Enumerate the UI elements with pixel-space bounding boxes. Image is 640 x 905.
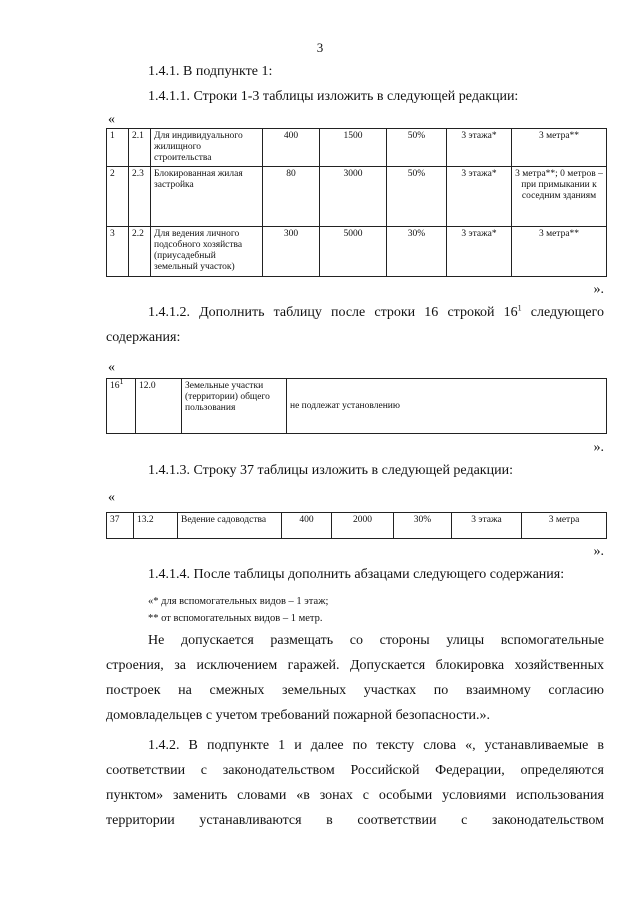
paragraph-line: домовладельцев с учетом требований пожарной безопасности.». xyxy=(106,708,490,723)
table-cell: не подлежат установлению xyxy=(287,379,607,434)
footnote-1: «* для вспомогательных видов – 1 этаж; xyxy=(148,596,329,607)
clause-1-4-2-line: соответствии с законодательством Российской Федерации, определяются xyxy=(106,763,604,778)
table-cell: 3 xyxy=(107,227,129,277)
paragraph-line: построек на смежных земельных участках по взаимному согласию xyxy=(106,683,604,698)
table-cell: 50% xyxy=(387,129,447,167)
clause-1-4-1-2-line1: 1.4.1.2. Дополнить таблицу после строки 16 строкой $16^1$ следующего xyxy=(148,303,605,320)
table-cell: 2 xyxy=(107,167,129,227)
table-cell: Для ведения личного подсобного хозяйства (приусадебный земельный участок) xyxy=(151,227,263,277)
footnote-2: ** от вспомогательных видов – 1 метр. xyxy=(148,613,323,624)
table-cell: 3 метра** xyxy=(512,227,607,277)
table-cell: Земельные участки (территории) общего пользования xyxy=(182,379,287,434)
table-row xyxy=(107,513,607,539)
table-cell: 2.3 xyxy=(129,167,151,227)
table-cell: 3 метра**; 0 метров – при примыкании к соседним зданиям xyxy=(512,167,607,227)
table-cell: Для индивидуального жилищного строительства xyxy=(151,129,263,167)
clause-1-4-2-line: территории устанавливаются в соответствии с законодательством xyxy=(106,813,604,828)
table-cell: 37 xyxy=(107,513,134,539)
table-row-16-1 xyxy=(106,378,607,434)
table-cell: 12.0 xyxy=(136,379,182,434)
table-cell: 3000 xyxy=(320,167,387,227)
table-cell: Блокированная жилая застройка xyxy=(151,167,263,227)
table-cell: 13.2 xyxy=(134,513,178,539)
table-cell: 3 этажа* xyxy=(447,227,512,277)
table-cell: 2000 xyxy=(332,513,394,539)
table-cell: 2.1 xyxy=(129,129,151,167)
table-cell: 400 xyxy=(263,129,320,167)
table-cell: 50% xyxy=(387,167,447,227)
table-cell: 2.2 xyxy=(129,227,151,277)
clause-1-4-1-2-line2: содержания: xyxy=(106,330,181,345)
table-cell: 80 xyxy=(263,167,320,227)
clause-1-4-1: 1.4.1. В подпункте 1: xyxy=(148,64,273,79)
table-row xyxy=(107,129,607,167)
table-cell: 5000 xyxy=(320,227,387,277)
close-quote-1: ». xyxy=(593,282,604,297)
clause-1-4-1-1: 1.4.1.1. Строки 1-3 таблицы изложить в следующей редакции: xyxy=(148,89,519,104)
table-row xyxy=(107,227,607,277)
page-number: 3 xyxy=(316,40,324,55)
table-cell: 1500 xyxy=(320,129,387,167)
table-cell: $16^1$ xyxy=(107,379,136,434)
table-cell: Ведение садоводства xyxy=(178,513,282,539)
open-quote-3: « xyxy=(108,490,115,505)
close-quote-2: ». xyxy=(593,440,604,455)
table-row xyxy=(107,167,607,227)
paragraph-line: строения, за исключением гаражей. Допускается блокировка хозяйственных xyxy=(106,658,604,673)
table-cell: 3 этажа* xyxy=(447,129,512,167)
table-rows-1-3 xyxy=(106,128,607,277)
table-cell: 300 xyxy=(263,227,320,277)
table-cell: 3 этажа xyxy=(452,513,522,539)
clause-1-4-2-line: 1.4.2. В подпункте 1 и далее по тексту слова «, устанавливаемые в xyxy=(148,738,604,753)
table-row xyxy=(107,379,607,434)
table-cell: 30% xyxy=(394,513,452,539)
table-cell: 1 xyxy=(107,129,129,167)
table-cell: 3 этажа* xyxy=(447,167,512,227)
table-cell: 30% xyxy=(387,227,447,277)
paragraph-line: Не допускается размещать со стороны улицы вспомогательные xyxy=(148,633,604,648)
table-row-37 xyxy=(106,512,607,539)
clause-1-4-1-3: 1.4.1.3. Строку 37 таблицы изложить в следующей редакции: xyxy=(148,463,513,478)
clause-1-4-2-line: пунктом» заменить словами «в зонах с особыми условиями использования xyxy=(106,788,604,803)
close-quote-3: ». xyxy=(593,544,604,559)
open-quote-1: « xyxy=(108,112,115,127)
open-quote-2: « xyxy=(108,360,115,375)
table-cell: 400 xyxy=(282,513,332,539)
table-cell: 3 метра xyxy=(522,513,607,539)
table-cell: 3 метра** xyxy=(512,129,607,167)
clause-1-4-1-4: 1.4.1.4. После таблицы дополнить абзацами следующего содержания: xyxy=(148,567,565,582)
